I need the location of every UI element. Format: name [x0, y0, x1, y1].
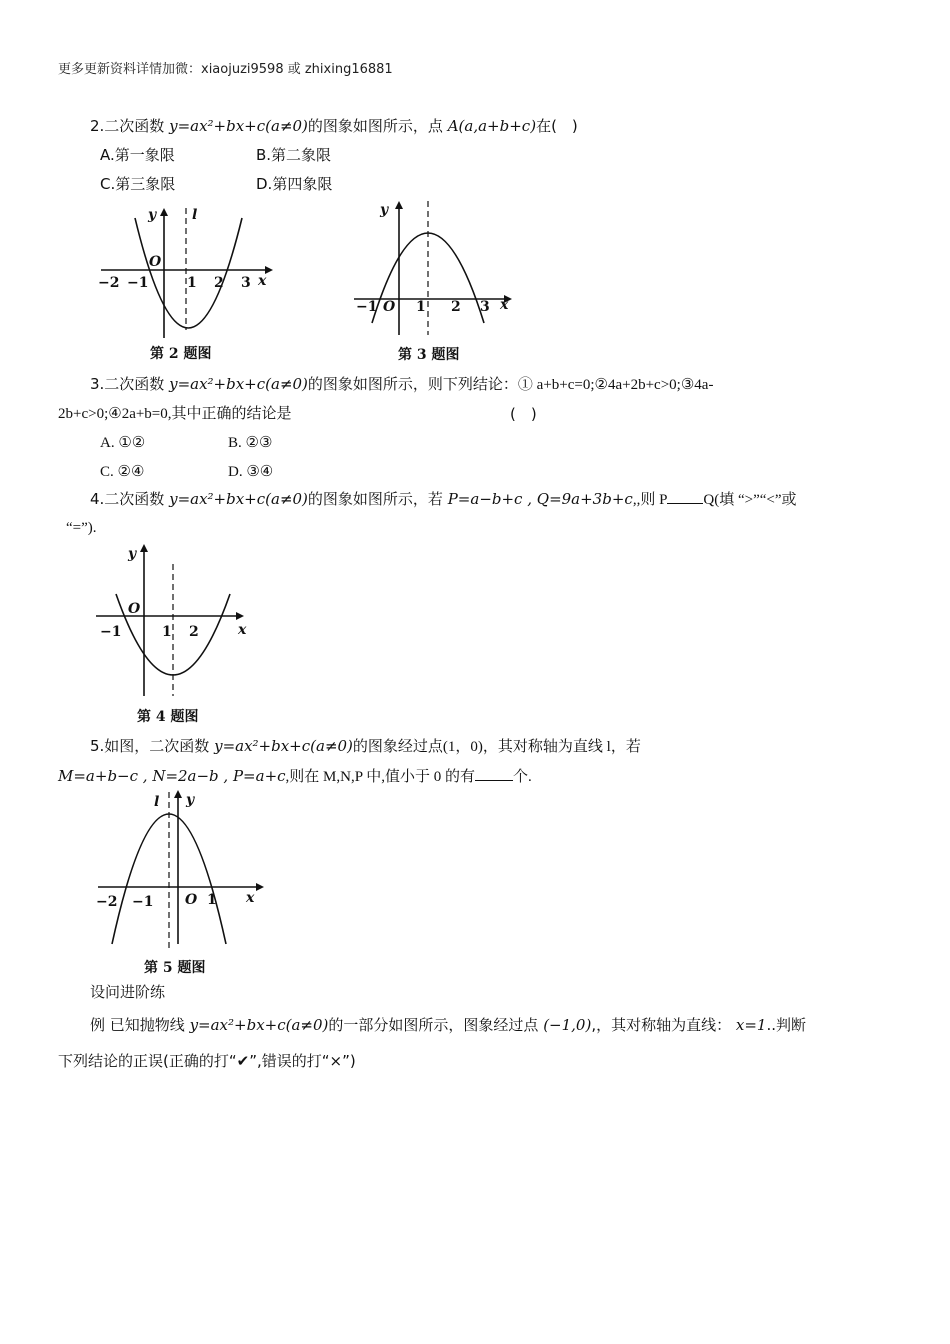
q2-prefix: 2.二次函数 [90, 117, 165, 135]
fig4-y-label: y [128, 546, 137, 562]
q4-middle-text: 的图象如图所示，若 [307, 490, 443, 508]
example-axis: x=1 [735, 1016, 767, 1034]
q3-option-b: B. ②③ [228, 435, 273, 451]
fig5-caption: 第 5 题图 [144, 960, 206, 976]
example-stem-line1 [90, 1015, 806, 1035]
fig2-y-label: y [148, 207, 157, 223]
fig5-y-label: y [186, 792, 195, 808]
example-tail: ..判断 [766, 1016, 807, 1034]
q4-stem-line1 [90, 489, 797, 510]
figure-q3 [350, 195, 530, 367]
fig2-tick--2: −2 [98, 275, 120, 291]
fig4-origin: O [128, 601, 141, 617]
figure-q5 [92, 784, 272, 980]
q5-tail-b: 个. [513, 769, 532, 785]
q2-option-c: C.第三象限 [100, 175, 176, 193]
fig2-tick-2: 2 [214, 275, 224, 291]
q3-option-d: D. ③④ [228, 464, 274, 480]
fig5-tick-1: 1 [207, 892, 217, 908]
figure-q4 [92, 538, 262, 730]
q2-point: A(a,a+b+c) [447, 117, 537, 135]
fig3-tick-3: 3 [480, 299, 490, 315]
q5-function: y=ax²+bx+c(a≠0) [214, 737, 353, 755]
q4-expressions: P=a−b+c , Q=9a+3b+c [447, 490, 633, 508]
q4-answer-blank[interactable] [667, 503, 703, 504]
example-function: y=ax²+bx+c(a≠0) [189, 1016, 329, 1034]
q2-answer-paren: 在( ) [536, 117, 578, 135]
q2-option-a: A.第一象限 [100, 146, 175, 164]
example-stem-line2: 下列结论的正误(正确的打“✔”,错误的打“×”) [58, 1052, 356, 1070]
figure-q2 [95, 198, 285, 366]
q2-middle-text: 的图象如图所示，点 [307, 117, 443, 135]
fig4-tick-2: 2 [189, 624, 199, 640]
q4-function: y=ax²+bx+c(a≠0) [169, 490, 308, 508]
q2-stem [90, 116, 578, 136]
q4-tail-b: Q(填 “>”“<”或 [703, 492, 797, 508]
q3-answer-paren: ( ) [510, 405, 537, 423]
fig3-origin: O [383, 299, 396, 315]
q2-option-b: B.第二象限 [256, 146, 332, 164]
fig5-tick--2: −2 [96, 894, 118, 910]
fig5-axis-label-l: l [154, 794, 160, 810]
fig5-tick--1: −1 [132, 894, 154, 910]
q5-stem-line1 [90, 736, 641, 757]
fig4-caption: 第 4 题图 [137, 709, 199, 725]
fig4-x-label: x [238, 622, 247, 638]
fig2-tick--1: −1 [127, 275, 149, 291]
fig2-tick-3: 3 [241, 275, 251, 291]
fig5-origin: O [185, 892, 198, 908]
fig4-tick-1: 1 [162, 624, 172, 640]
q5-expressions: M=a+b−c , N=2a−b , P=a+c [58, 767, 286, 785]
fig3-caption: 第 3 题图 [398, 347, 460, 363]
q5-condition: 的图象经过点(1，0)，其对称轴为直线 l，若 [352, 739, 641, 755]
q4-stem-line2: “=”). [66, 520, 97, 536]
fig2-axis-label-l: l [192, 207, 198, 223]
fig2-x-label: x [258, 273, 267, 289]
q3-option-c: C. ②④ [100, 464, 145, 480]
fig3-tick-1: 1 [416, 299, 426, 315]
q5-prefix: 5.如图，二次函数 [90, 737, 210, 755]
example-point: (−1,0) [543, 1016, 592, 1034]
q3-option-a: A. ①② [100, 435, 146, 451]
example-prefix: 例 已知抛物线 [90, 1016, 185, 1034]
page-header: 更多更新资料详情加微：xiaojuzi9598 或 zhixing16881 [58, 62, 393, 77]
fig4-tick--1: −1 [100, 624, 122, 640]
q3-function: y=ax²+bx+c(a≠0) [169, 375, 308, 393]
fig3-tick--1: −1 [356, 299, 378, 315]
fig2-origin: O [149, 254, 162, 270]
fig3-tick-2: 2 [451, 299, 461, 315]
example-middle-text-2: ,，其对称轴为直线： [591, 1016, 732, 1034]
example-middle-text: 的一部分如图所示，图象经过点 [328, 1016, 539, 1034]
q2-option-d: D.第四象限 [256, 175, 333, 193]
fig3-y-label: y [380, 202, 389, 218]
fig3-x-label: x [500, 297, 509, 313]
fig2-caption: 第 2 题图 [150, 346, 212, 362]
fig2-tick-1: 1 [187, 275, 197, 291]
q4-tail-a: ,,则 P [632, 492, 668, 508]
q2-function: y=ax²+bx+c(a≠0) [169, 117, 308, 135]
q3-stem-line2: 2b+c>0;④2a+b=0,其中正确的结论是 [58, 406, 292, 422]
q3-stem-line1 [90, 374, 713, 395]
q4-prefix: 4.二次函数 [90, 490, 165, 508]
fig5-x-label: x [246, 890, 255, 906]
q3-prefix: 3.二次函数 [90, 375, 165, 393]
q5-tail-a: ,则在 M,N,P 中,值小于 0 的有 [285, 769, 476, 785]
q5-answer-blank[interactable] [475, 780, 513, 781]
section-heading: 设问进阶练 [90, 983, 166, 1001]
q3-conclusions: 的图象如图所示，则下列结论：① a+b+c=0;②4a+2b+c>0;③4a- [307, 377, 714, 393]
